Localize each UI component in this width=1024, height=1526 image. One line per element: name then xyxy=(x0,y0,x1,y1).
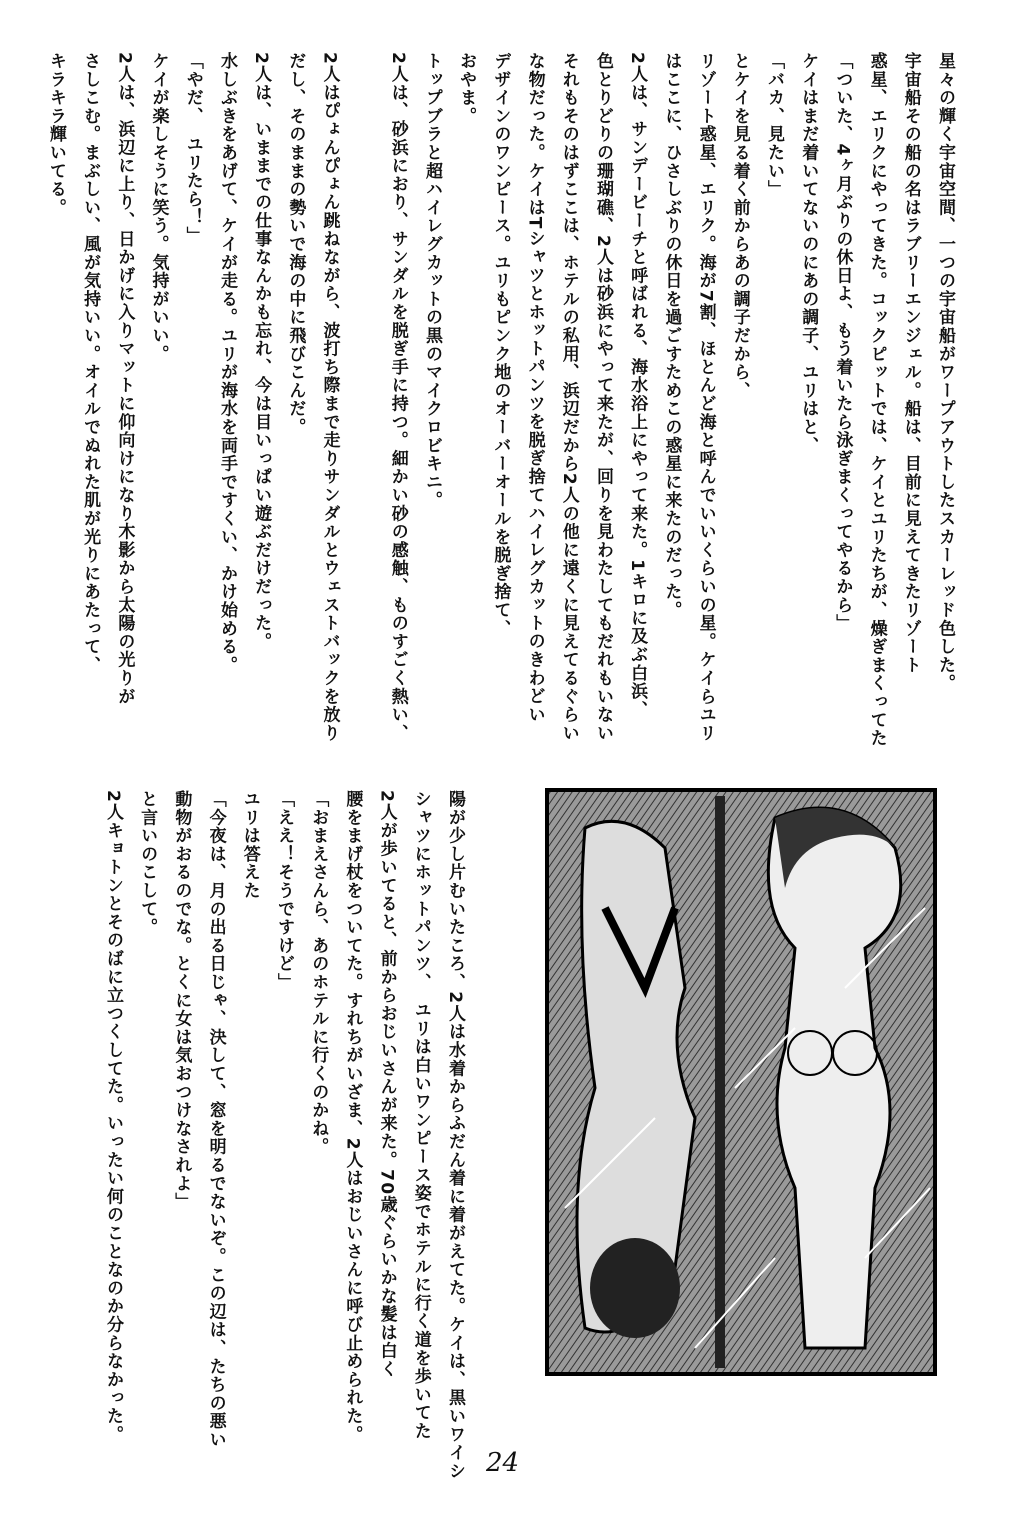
text-line: 2人は、砂浜におり、サンダルを脱ぎ手に持つ。細かい砂の感触、ものすごく熱い、 xyxy=(387,52,408,743)
text-line: 「ええ！そうですけど」 xyxy=(273,790,294,992)
text-line: と言いのこして。 xyxy=(137,790,158,937)
text-line: 2人キョトンとそのばに立つくしてた。いったい何のことなのか分らなかった。 xyxy=(102,790,123,1444)
text-line: とケイを見る着く前からあの調子だから、 xyxy=(729,52,750,400)
text-line: 2人は、いままでの仕事なんかも忘れ、今は目いっぱい遊ぶだけだった。 xyxy=(251,52,272,651)
text-line: だし、そのままの勢いで海の中に飛びこんだ。 xyxy=(285,52,306,437)
text-line: 2人が歩いてると、前からおじいさんが来た。70歳ぐらいかな髪は白く xyxy=(376,790,397,1379)
text-line: キラキラ輝いてる。 xyxy=(45,52,66,217)
text-line: 宇宙船その船の名はラブリーエンジェル。船は、目前に見えてきたリゾート xyxy=(900,52,921,675)
text-line: トップブラと超ハイレグカットの黒のマイクロビキニ。 xyxy=(421,52,442,510)
text-line: 「おまえさんら、あのホテルに行くのかね。 xyxy=(308,790,329,1156)
text-line: な物だった。ケイはTシャツとホットパンツを脱ぎ捨てハイレグカットのきわどい xyxy=(524,52,545,724)
story-text-bottom xyxy=(96,790,472,1481)
text-line: 腰をまげ杖をついてた。すれちがいざま、2人はおじいさんに呼び止められた。 xyxy=(342,790,363,1444)
text-line: 水しぶきをあげて、ケイが走る。ユリが海水を両手ですくい、かけ始める。 xyxy=(216,52,237,675)
text-line: さしこむ。まぶしい、風が気持いい。オイルでぬれた肌が光りにあたって、 xyxy=(80,52,101,675)
story-text-top xyxy=(39,52,962,748)
text-line: 「ついた、4ヶ月ぶりの休日よ、もう着いたら泳ぎまくってやるから」 xyxy=(832,52,853,633)
page-number: 24 xyxy=(486,1448,520,1478)
text-line: 惑星、エリクにやってきた。コックピットでは、ケイとユリたちが、燥ぎまくってた xyxy=(866,52,887,748)
text-line: それもそのはずここは、ホテルの私用、浜辺だから2人の他に遠くに見えてるぐらい xyxy=(558,52,579,743)
text-line: 2人は、浜辺に上り、日かげに入りマットに仰向けになり木影から太陽の光りが xyxy=(114,52,135,706)
text-line: 「今夜は、月の出る日じゃ、決して、窓を明るでないぞ。この辺は、たちの悪い xyxy=(205,790,226,1449)
text-line: おやま。 xyxy=(456,52,477,126)
text-line: 動物がおるのでな。とくに女は気おつけなされよ」 xyxy=(171,790,192,1211)
text-line: 星々の輝く宇宙空間、一つの宇宙船がワープアウトしたスカーレッド色した。 xyxy=(935,52,955,693)
manga-illustration xyxy=(545,788,937,1376)
text-line: 2人はぴょんぴょん跳ねながら、波打ち際まで走りサンダルとウェストバックを放り xyxy=(319,52,340,743)
text-line: 2人は、サンデービーチと呼ばれる、海水浴上にやって来た。1キロに及ぶ白浜、 xyxy=(627,52,648,719)
text-line: シャツにホットパンツ、 ユリは白いワンピース姿でホテルに行く道を歩いてた xyxy=(410,790,431,1441)
text-line: リゾート惑星、エリク。海が7割、ほとんど海と呼んでいいくらいの星。ケイらユリ xyxy=(695,52,716,743)
text-line: ケイが楽しそうに笑う。気持がいい。 xyxy=(148,52,169,364)
text-line: デザインのワンピース。ユリもピンク地のオーバーオールを脱ぎ捨て、 xyxy=(490,52,511,638)
text-line: 陽が少し片むいたころ、2人は水着からふだん着に着がえてた。ケイは、黒いワイシ xyxy=(445,790,465,1481)
text-line: はここに、ひさしぶりの休日を過ごすためこの惑星に来たのだった。 xyxy=(661,52,682,620)
text-line: 色とりどりの珊瑚礁、2人は砂浜にやって来たが、回りを見わたしてもだれもいない xyxy=(592,52,613,743)
text-line: 「やだ、 ユリたら！」 xyxy=(182,52,203,245)
text-line: 「バカ、見たい」 xyxy=(763,52,784,199)
text-line: ユリは答えた xyxy=(239,790,260,900)
text-line: ケイはまだ着いてないのにあの調子、ユリはと、 xyxy=(798,52,819,455)
